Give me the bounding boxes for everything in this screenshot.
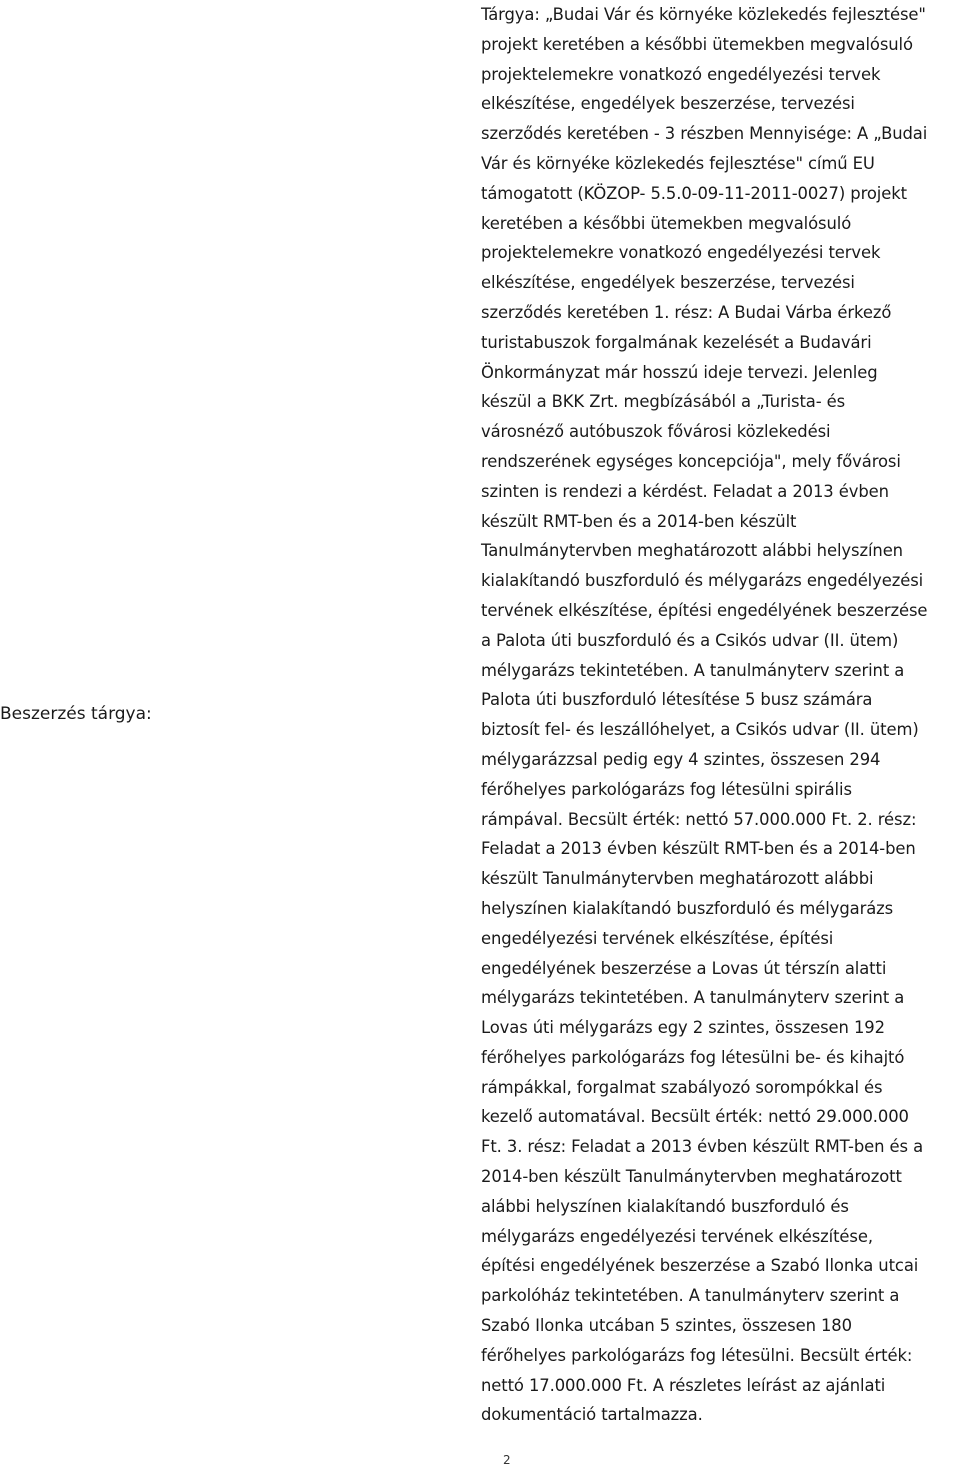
text-line: dokumentáció tartalmazza. <box>481 1405 703 1425</box>
text-line: Feladat a 2013 évben készült RMT-ben és a 2014-ben <box>481 839 916 859</box>
text-line: keretében a későbbi ütemekben megvalósuló <box>481 213 852 233</box>
page-number: 2 <box>503 1453 511 1467</box>
text-line: szerződés keretében 1. rész: A Budai Várba érkező <box>481 302 892 322</box>
field-value-text <box>481 0 958 1430</box>
text-line: projektelemekre vonatkozó engedélyezési tervek <box>481 243 881 263</box>
text-line: férőhelyes parkológarázs fog létesülni spirális <box>481 779 852 799</box>
text-line: a Palota úti buszforduló és a Csikós udvar (II. ütem) <box>481 630 899 650</box>
text-line: építési engedélyének beszerzése a Szabó Ilonka utcai <box>481 1256 919 1276</box>
text-line: Vár és környéke közlekedés fejlesztése" című EU <box>481 153 875 173</box>
text-line: városnéző autóbuszok fővárosi közlekedési <box>481 422 831 442</box>
text-line: rámpákkal, forgalmat szabályozó sorompókkal és <box>481 1077 883 1097</box>
text-line: mélygarázs tekintetében. A tanulmányterv szerint a <box>481 988 905 1008</box>
text-line: alábbi helyszínen kialakítandó buszforduló és <box>481 1196 849 1216</box>
text-line: nettó 17.000.000 Ft. A részletes leírást az ajánlati <box>481 1375 886 1395</box>
text-line: projektelemekre vonatkozó engedélyezési tervek <box>481 64 881 84</box>
text-line: elkészítése, engedélyek beszerzése, tervezési <box>481 94 855 114</box>
text-line: Tanulmánytervben meghatározott alábbi helyszínen <box>481 541 903 561</box>
field-label: Beszerzés tárgya: <box>0 704 152 724</box>
text-line: támogatott (KÖZOP- 5.5.0-09-11-2011-0027) projekt <box>481 183 907 203</box>
text-line: projekt keretében a későbbi ütemekben megvalósuló <box>481 34 913 54</box>
text-line: parkolóház tekintetében. A tanulmányterv szerint a <box>481 1286 900 1306</box>
text-line: turistabuszok forgalmának kezelését a Budavári <box>481 332 872 352</box>
text-line: Tárgya: „Budai Vár és környéke közlekedés fejlesztése" <box>481 5 926 24</box>
text-line: férőhelyes parkológarázs fog létesülni. Becsült érték: <box>481 1345 913 1365</box>
text-line: Szabó Ilonka utcában 5 szintes, összesen 180 <box>481 1316 852 1336</box>
text-line: elkészítése, engedélyek beszerzése, tervezési <box>481 273 855 293</box>
text-line: 2014-ben készült Tanulmánytervben meghatározott <box>481 1167 902 1187</box>
text-line: Önkormányzat már hosszú ideje tervezi. Jelenleg <box>481 362 878 382</box>
text-line: rendszerének egységes koncepciója", mely fővárosi <box>481 451 901 471</box>
text-line: készült Tanulmánytervben meghatározott alábbi <box>481 869 874 889</box>
text-line: tervének elkészítése, építési engedélyének beszerzése <box>481 600 928 620</box>
text-line: készül a BKK Zrt. megbízásából a „Turista- és <box>481 392 846 412</box>
text-line: Lovas úti mélygarázs egy 2 szintes, összesen 192 <box>481 1018 885 1038</box>
text-line: férőhelyes parkológarázs fog létesülni be- és kihajtó <box>481 1047 905 1067</box>
text-line: mélygarázs tekintetében. A tanulmányterv szerint a <box>481 660 905 680</box>
text-line: biztosít fel- és leszállóhelyet, a Csikós udvar (II. ütem) <box>481 720 919 740</box>
text-line: kezelő automatával. Becsült érték: nettó 29.000.000 <box>481 1107 909 1127</box>
text-line: Palota úti buszforduló létesítése 5 busz számára <box>481 690 873 710</box>
text-line: szinten is rendezi a kérdést. Feladat a 2013 évben <box>481 481 889 501</box>
text-line: kialakítandó buszforduló és mélygarázs engedélyezési <box>481 571 924 591</box>
text-line: szerződés keretében - 3 részben Mennyisége: A „Budai <box>481 124 928 144</box>
text-line: Ft. 3. rész: Feladat a 2013 évben készült RMT-ben és a <box>481 1137 924 1157</box>
text-line: mélygarázs engedélyezési tervének elkészítése, <box>481 1226 873 1246</box>
text-line: engedélyének beszerzése a Lovas út térszín alatti <box>481 958 887 978</box>
text-line: mélygarázzsal pedig egy 4 szintes, összesen 294 <box>481 749 881 769</box>
text-line: készült RMT-ben és a 2014-ben készült <box>481 511 797 531</box>
text-line: rámpával. Becsült érték: nettó 57.000.000 Ft. 2. rész: <box>481 809 917 829</box>
text-line: helyszínen kialakítandó buszforduló és mélygarázs <box>481 898 894 918</box>
text-line: engedélyezési tervének elkészítése, építési <box>481 928 834 948</box>
